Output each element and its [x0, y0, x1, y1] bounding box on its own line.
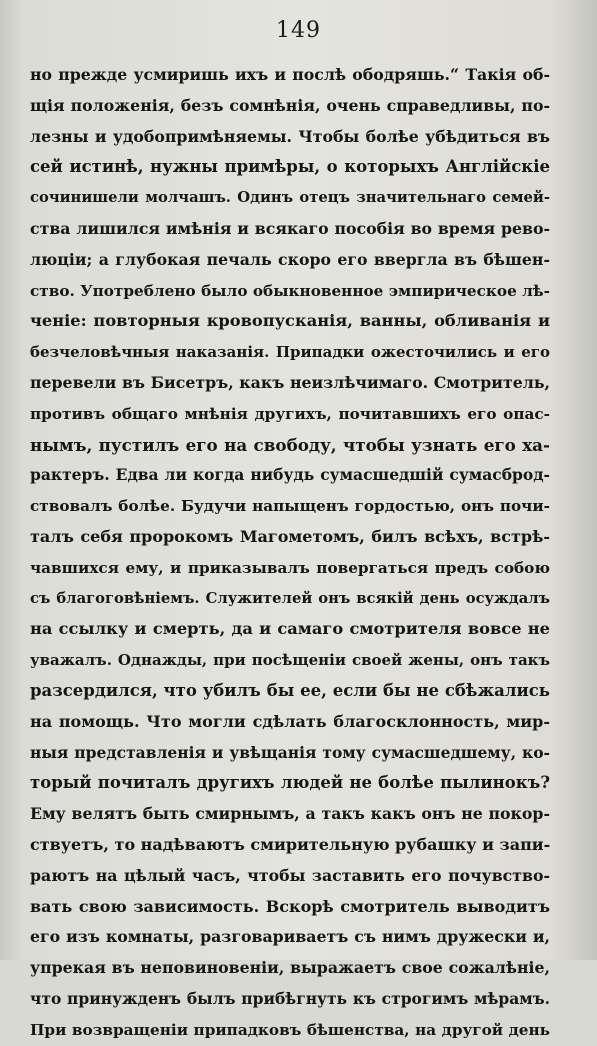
- text-line: на помощь. Что могли сдѣлать благосклонность, мир-: [30, 711, 550, 731]
- text-line: противъ общаго мнѣнія другихъ, почитавшихъ его опас-: [30, 404, 550, 423]
- text-line: Ему велятъ быть смирнымъ, а такъ какъ онъ не покор-: [30, 804, 550, 824]
- text-line: ствуетъ, то надѣваютъ смирительную рубашку и запи-: [30, 834, 551, 854]
- text-line: щія положенія, безъ сомнѣнія, очень справедливы, по-: [30, 95, 550, 115]
- text-line: вать свою зависимость. Вскорѣ смотритель выводитъ: [30, 896, 550, 916]
- text-line: съ благоговѣніемъ. Служителей онъ всякій день осуждалъ: [30, 589, 550, 607]
- text-line: люціи; а глубокая печаль скоро его ввергла въ бѣшен-: [30, 249, 550, 269]
- text-line: перевели въ Бисетръ, какъ неизлѣчимаго. Смотритель,: [30, 372, 550, 392]
- body-text: [30, 60, 550, 1046]
- text-line: его изъ комнаты, разговариваетъ съ нимъ дружески и,: [30, 927, 550, 947]
- page-edge-shadow: [557, 0, 597, 960]
- text-line: нымъ, пустилъ его на свободу, чтобы узнать его ха-: [30, 434, 550, 455]
- text-line: ствовалъ болѣе. Будучи напыщенъ гордостью, онъ почи-: [30, 497, 550, 516]
- text-line: чавшихся ему, и приказывалъ повергаться предъ собою: [30, 558, 550, 577]
- text-line: торый почиталъ другихъ людей не болѣе пылинокъ?: [30, 773, 550, 793]
- text-line: лезны и удобопримѣняемы. Чтобы болѣе убѣдиться въ: [30, 126, 550, 146]
- text-line: сочинишели молчашъ. Одинъ отецъ значительнаго семей-: [30, 189, 550, 207]
- text-line: но прежде усмиришь ихъ и послѣ ободряшь.“ Такія об-: [30, 65, 550, 84]
- text-line: ныя представленія и увѣщанія тому сумасшедшему, ко-: [30, 742, 550, 762]
- text-line: талъ себя пророкомъ Магометомъ, билъ всѣхъ, встрѣ-: [30, 526, 550, 546]
- text-line: раютъ на цѣлый часъ, чтобы заставить его почувство-: [30, 865, 550, 885]
- text-line: на ссылку и смерть, да и самаго смотрителя вовсе не: [30, 619, 550, 639]
- text-line: разсердился, что убилъ бы ее, если бы не сбѣжались: [30, 680, 550, 700]
- text-line: что принужденъ былъ прибѣгнуть къ строгимъ мѣрамъ.: [30, 988, 550, 1008]
- text-line: ченіе: повторныя кровопусканія, ванны, обливанія и: [30, 311, 550, 331]
- text-line: При возвращеніи припадковъ бѣшенства, на другой день: [30, 1020, 550, 1039]
- text-line: ства лишился имѣнія и всякаго пособія во время рево-: [30, 218, 550, 238]
- text-line: уважалъ. Однажды, при посѣщеніи своей жены, онъ такъ: [30, 651, 550, 670]
- text-line: ство. Употреблено было обыкновенное эмпирическое лѣ-: [30, 281, 550, 300]
- page-number: 149: [276, 18, 321, 43]
- text-line: упрекая въ неповиновеніи, выражаетъ свое сожалѣніе,: [30, 958, 550, 978]
- text-line: рактеръ. Едва ли когда нибудь сумасшедшій сумасброд-: [30, 465, 550, 485]
- text-line: сей истинѣ, нужны примѣры, о которыхъ Англійскіе: [30, 157, 550, 177]
- text-line: безчеловѣчныя наказанія. Припадки ожесточились и его: [30, 343, 550, 362]
